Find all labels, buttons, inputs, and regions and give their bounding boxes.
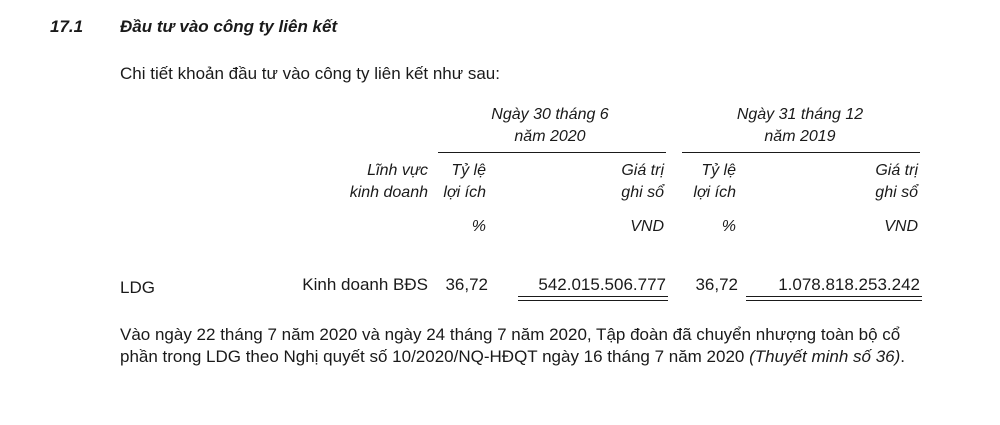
col-value-2019-line2: ghi sổ: [875, 184, 918, 201]
row-value-2020: 542.015.506.777: [538, 275, 666, 294]
section-title: Đầu tư vào công ty liên kết: [120, 17, 338, 36]
note-end: .: [900, 347, 906, 366]
col-ratio-2020-line1: Tỷ lệ: [451, 162, 486, 179]
value-2019-double-underline-bottom: [746, 300, 922, 301]
row-field: Kinh doanh BĐS: [302, 275, 428, 294]
intro-text: Chi tiết khoản đầu tư vào công ty liên kết như sau:: [120, 64, 500, 83]
value-2020-double-underline-bottom: [518, 300, 668, 301]
col-field-line1: Lĩnh vực: [367, 162, 428, 179]
period-header-2019-underline: [682, 152, 920, 153]
col-ratio-2019-unit: %: [721, 218, 736, 235]
col-ratio-2020-unit: %: [471, 218, 486, 235]
col-ratio-2019-line2: lợi ích: [693, 184, 736, 201]
section-number: 17.1: [50, 17, 84, 36]
value-2019-double-underline-top: [746, 296, 922, 297]
col-value-2019-unit: VND: [884, 218, 918, 235]
col-value-2020-line1: Giá trị: [621, 162, 664, 179]
col-value-2020-line2: ghi sổ: [621, 184, 664, 201]
note-reference: (Thuyết minh số 36): [749, 347, 901, 366]
row-value-2019: 1.078.818.253.242: [778, 275, 920, 294]
period-header-2019-line2: năm 2019: [764, 128, 836, 145]
row-company: LDG: [120, 278, 155, 297]
row-ratio-2020: 36,72: [445, 275, 488, 294]
col-field-line2: kinh doanh: [349, 184, 428, 201]
col-ratio-2019-line1: Tỷ lệ: [701, 162, 736, 179]
period-header-2019-line1: Ngày 31 tháng 12: [736, 106, 864, 123]
period-header-2020-line2: năm 2020: [514, 128, 586, 145]
col-value-2019-line1: Giá trị: [875, 162, 918, 179]
row-ratio-2019: 36,72: [695, 275, 738, 294]
period-header-2020-underline: [438, 152, 666, 153]
value-2020-double-underline-top: [518, 296, 668, 297]
note-text: Vào ngày 22 tháng 7 năm 2020 và ngày 24 tháng 7 năm 2020, Tập đoàn đã chuyển nhượng toàn bộ cổ phần trong LDG theo Nghị quyết số 10/2020/NQ-HĐQT ngày 16 tháng 7 năm 2020: [120, 325, 901, 366]
period-header-2020-line1: Ngày 30 tháng 6: [491, 106, 609, 123]
col-value-2020-unit: VND: [630, 218, 664, 235]
col-ratio-2020-line2: lợi ích: [443, 184, 486, 201]
note-paragraph: [120, 324, 940, 368]
